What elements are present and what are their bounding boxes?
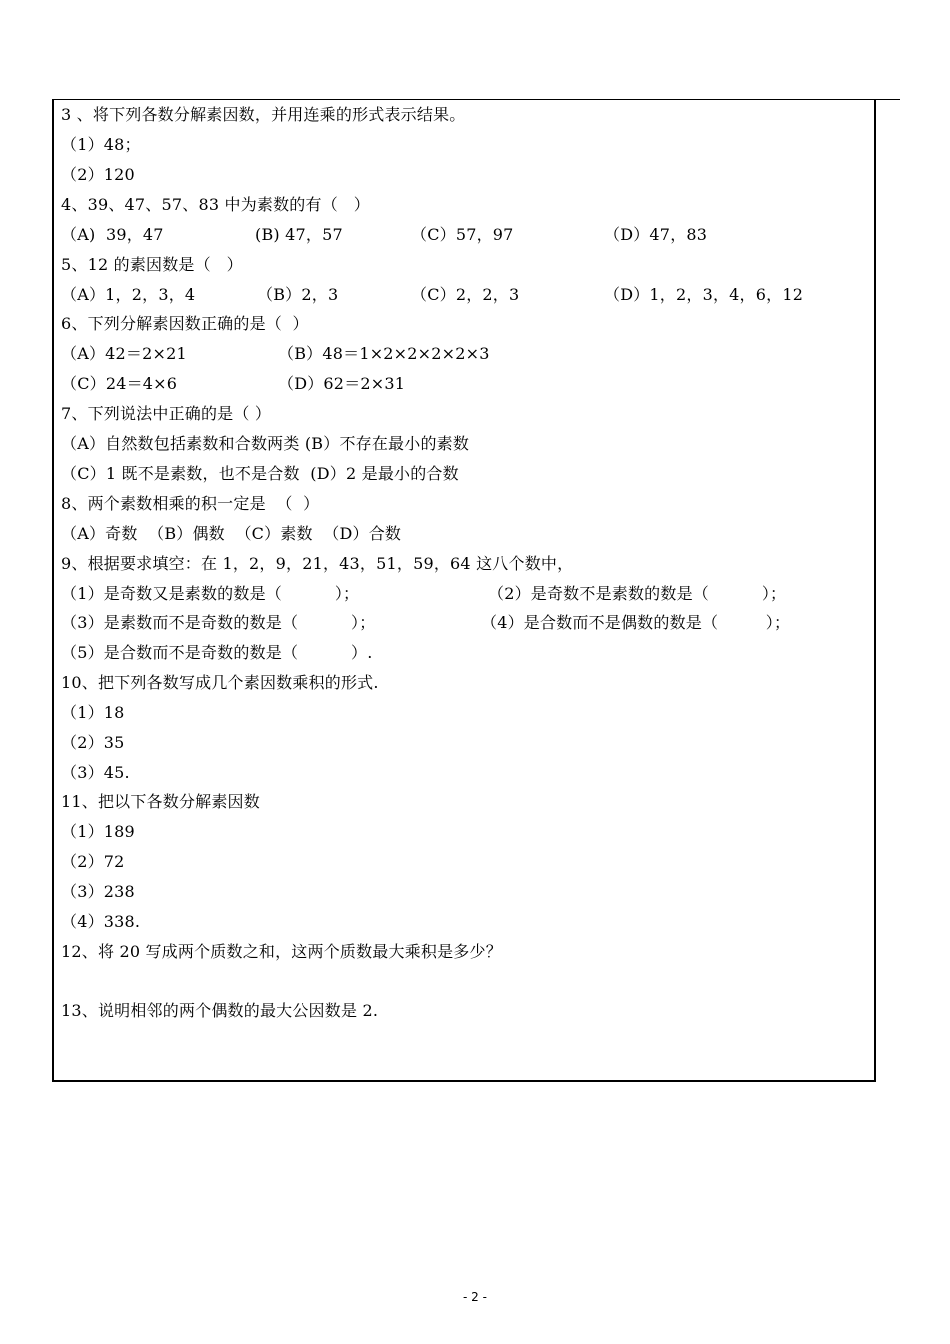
q11-item-1: （1）189: [61, 822, 135, 841]
q7-line-2: （C）1 既不是素数，也不是合数 (D）2 是最小的合数: [61, 464, 459, 483]
q4-option-a: （A) 39，47: [61, 225, 164, 244]
q4-title: 4、39、47、57、83 中为素数的有（ ）: [61, 195, 370, 214]
q10-item-2: （2）35: [61, 733, 125, 752]
q4-option-b: (B) 47，57: [255, 225, 343, 244]
q6-option-a: （A）42＝2×21: [61, 344, 187, 363]
page-number: - 2 -: [463, 1290, 487, 1304]
q3-item-1: （1）48；: [61, 135, 141, 154]
q12-title: 12、将 20 写成两个质数之和，这两个质数最大乘积是多少？: [61, 942, 502, 961]
q11-item-4: （4）338.: [61, 912, 141, 931]
q9-part-3: （3）是素数而不是奇数的数是（ ）；: [61, 613, 376, 632]
q3-title: 3 、将下列各数分解素因数，并用连乘的形式表示结果。: [61, 105, 466, 124]
q7-line-1: （A）自然数包括素数和合数两类 (B）不存在最小的素数: [61, 434, 470, 453]
q4-option-d: （D）47，83: [604, 225, 708, 244]
q5-option-b: （B）2，3: [257, 285, 339, 304]
q10-title: 10、把下列各数写成几个素因数乘积的形式.: [61, 673, 379, 692]
q13-title: 13、说明相邻的两个偶数的最大公因数是 2.: [61, 1001, 379, 1020]
q6-option-b: （B）48＝1×2×2×2×2×3: [278, 344, 490, 363]
q5-option-d: （D）1，2，3，4，6，12: [604, 285, 804, 304]
q11-item-3: （3）238: [61, 882, 135, 901]
q10-item-1: （1）18: [61, 703, 125, 722]
q9-part-5: （5）是合数而不是奇数的数是（ ）.: [61, 643, 373, 662]
q6-option-d: （D）62＝2×31: [278, 374, 406, 393]
q9-part-1: （1）是奇数又是素数的数是（ ）；: [61, 584, 360, 603]
q7-title: 7、下列说法中正确的是（ ）: [61, 404, 272, 423]
q9-part-2: （2）是奇数不是素数的数是（ ）；: [488, 584, 787, 603]
table-rule: [876, 99, 900, 100]
q4-option-c: （C）57，97: [411, 225, 514, 244]
q8-title: 8、两个素数相乘的积一定是 （ ）: [61, 494, 320, 513]
q6-option-c: （C）24＝4×6: [61, 374, 178, 393]
q5-title: 5、12 的素因数是（ ）: [61, 255, 243, 274]
q9-title: 9、根据要求填空：在 1，2，9，21，43，51，59，64 这八个数中，: [61, 554, 574, 573]
q8-options: （A）奇数 （B）偶数 （C）素数 （D）合数: [61, 524, 402, 543]
q11-title: 11、把以下各数分解素因数: [61, 792, 260, 811]
q5-option-c: （C）2，2，3: [411, 285, 520, 304]
q3-item-2: （2）120: [61, 165, 135, 184]
q5-option-a: （A）1，2，3，4: [61, 285, 196, 304]
q11-item-2: （2）72: [61, 852, 125, 871]
q10-item-3: （3）45.: [61, 763, 130, 782]
q6-title: 6、下列分解素因数正确的是（ ）: [61, 314, 309, 333]
q9-part-4: （4）是合数而不是偶数的数是（ ）；: [481, 613, 791, 632]
